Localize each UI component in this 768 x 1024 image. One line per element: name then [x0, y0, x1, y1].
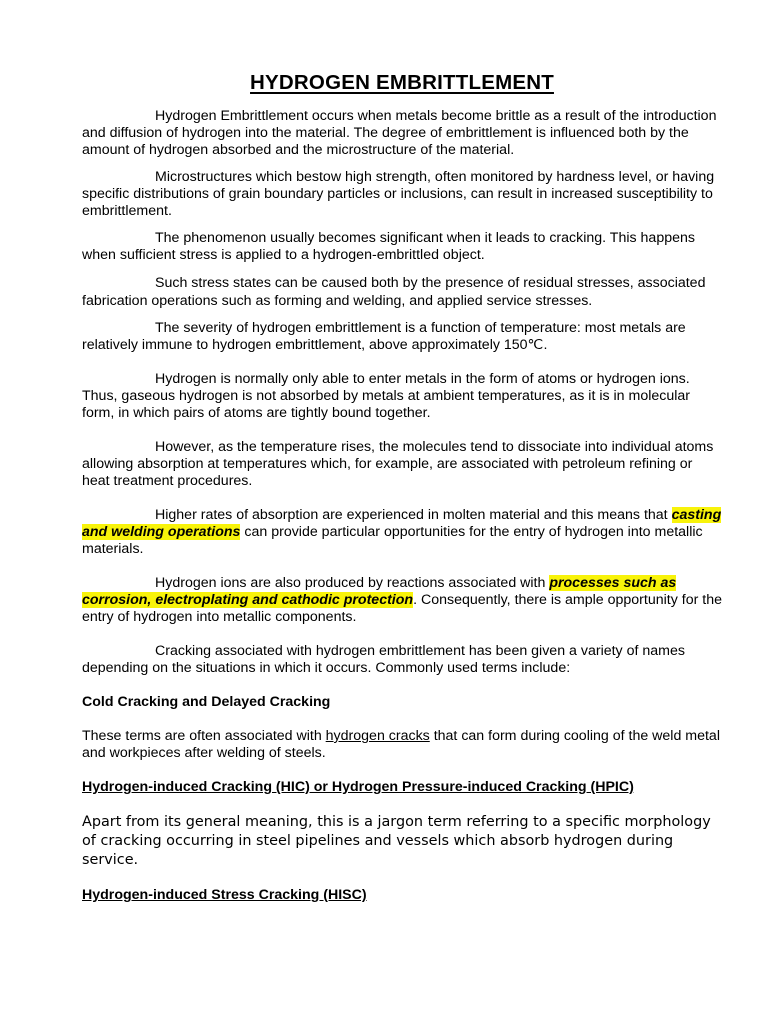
document-page	[82, 70, 722, 904]
paragraph-stress-states: Such stress states can be caused both by the presence of residual stresses, associated fabrication operations such as forming and welding, and applied service stresses.	[82, 275, 706, 309]
highlighted-text: processes such as corrosion, electroplating and cathodic protection	[82, 575, 677, 608]
hydrogen-cracks-link[interactable]: hydrogen cracks	[325, 728, 430, 744]
heading-hisc: Hydrogen-induced Stress Cracking (HISC)	[82, 887, 367, 903]
text-segment: that can form during cooling of the weld metal and workpieces after welding of steels.	[82, 728, 720, 761]
paragraph-severity: The severity of hydrogen embrittlement is a function of temperature: most metals are relatively immune to hydrogen embrittlement, above approximately 150℃.	[82, 320, 686, 353]
paragraph-hydrogen-entry: Hydrogen is normally only able to enter metals in the form of atoms or hydrogen ions. Thus, gaseous hydrogen is not absorbed by metals at ambient temperatures, as it is in molecular form, in which pairs of atoms are tightly bound together.	[82, 371, 691, 421]
paragraph-phenomenon: The phenomenon usually becomes significant when it leads to cracking. This happens when sufficient stress is applied to a hydrogen-embrittled object.	[82, 230, 695, 263]
paragraph-hic: Apart from its general meaning, this is a jargon term referring to a specific morphology of cracking occurring in steel pipelines and vessels which absorb hydrogen during service.	[82, 814, 711, 868]
paragraph-intro: Hydrogen Embrittlement occurs when metals become brittle as a result of the introduction and diffusion of hydrogen into the material. The degree of embrittlement is influenced both by the amount of hydrogen absorbed and the microstructure of the material.	[82, 108, 717, 158]
paragraph-temperature-rise: However, as the temperature rises, the molecules tend to dissociate into individual atoms allowing absorption at temperatures which, for example, are associated with petroleum refining or heat treatment procedures.	[82, 439, 714, 489]
text-segment: These terms are often associated with	[82, 728, 326, 744]
paragraph-hydrogen-ions	[82, 575, 722, 626]
heading-cold-cracking: Cold Cracking and Delayed Cracking	[82, 694, 331, 710]
heading-hic: Hydrogen-induced Cracking (HIC) or Hydrogen Pressure-induced Cracking (HPIC)	[82, 779, 634, 795]
document-title: HYDROGEN EMBRITTLEMENT	[250, 71, 554, 94]
text-segment: Hydrogen ions are also produced by reactions associated with	[155, 575, 550, 591]
paragraph-microstructures: Microstructures which bestow high strength, often monitored by hardness level, or having specific distributions of grain boundary particles or inclusions, can result in increased susceptibility to embrittlement.	[82, 169, 715, 219]
text-segment: . Consequently, there is ample opportunity for the entry of hydrogen into metallic components.	[82, 592, 722, 625]
text-segment: Higher rates of absorption are experienced in molten material and this means that	[155, 507, 672, 523]
paragraph-molten-material	[82, 507, 722, 558]
text-segment: can provide particular opportunities for the entry of hydrogen into metallic materials.	[82, 524, 703, 557]
highlighted-text: casting and welding operations	[82, 507, 722, 540]
paragraph-cold-cracking	[82, 728, 722, 762]
paragraph-cracking-names: Cracking associated with hydrogen embrittlement has been given a variety of names depending on the situations in which it occurs. Commonly used terms include:	[82, 643, 685, 676]
